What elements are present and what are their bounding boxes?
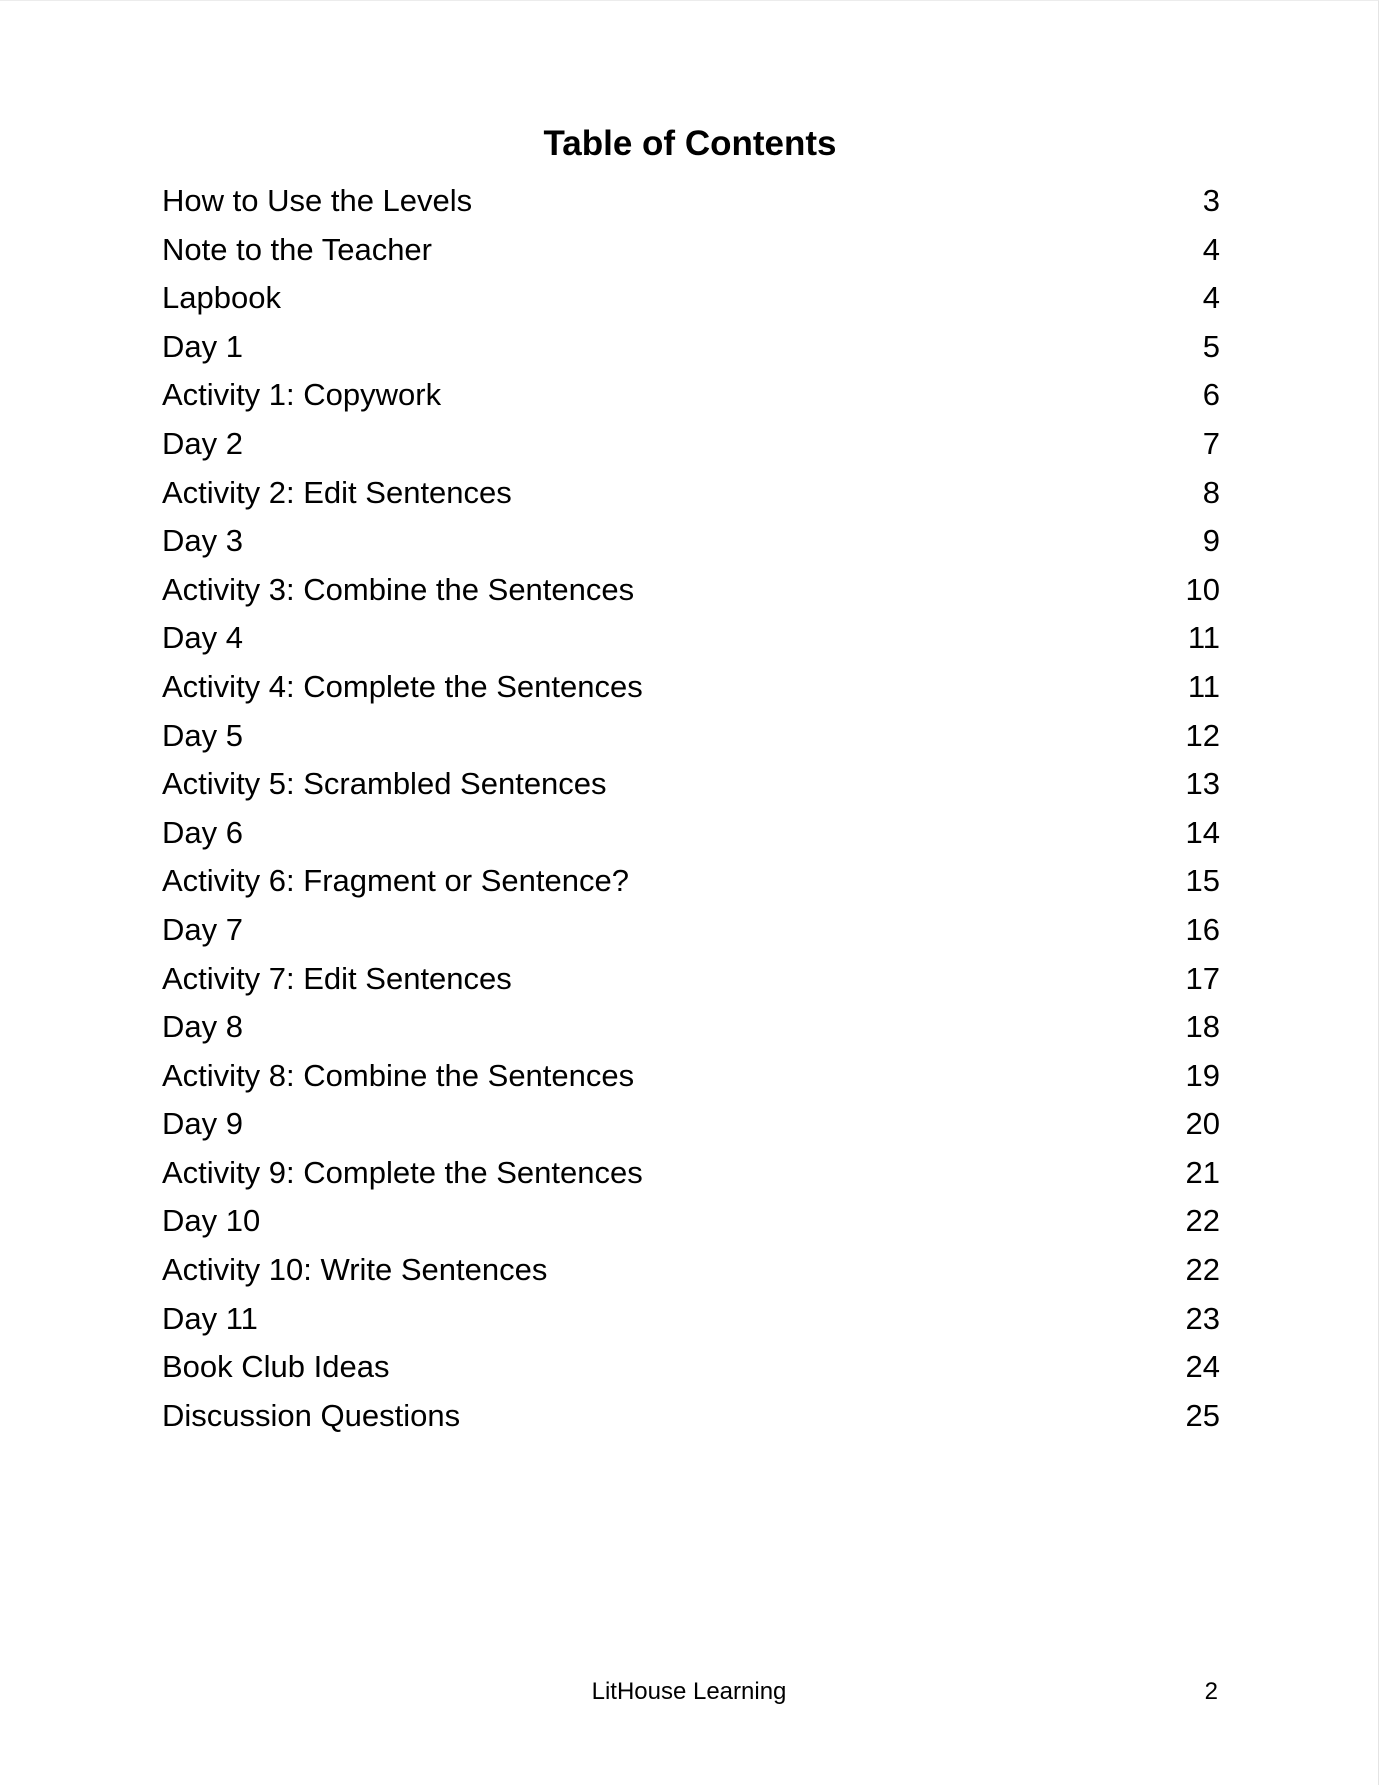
page-title [0, 119, 1380, 169]
toc-entry-page: 22 [1185, 1252, 1220, 1288]
footer-publisher-text: LitHouse Learning [591, 1678, 787, 1705]
toc-entry-label: Activity 4: Complete the Sentences [162, 668, 643, 704]
toc-entry [162, 614, 1220, 663]
toc-entry-label: Day 5 [162, 717, 243, 753]
toc-entry-label: Activity 9: Complete the Sentences [162, 1154, 643, 1190]
toc-entry [162, 1003, 1220, 1052]
toc-entry [162, 906, 1220, 955]
toc-entry-page: 17 [1185, 960, 1220, 996]
toc-entry-page: 14 [1185, 814, 1220, 850]
toc-entry [162, 323, 1220, 372]
footer-page-number: 2 [1204, 1678, 1218, 1705]
toc-entry-page: 24 [1185, 1349, 1220, 1385]
toc-entry-page: 12 [1185, 717, 1220, 753]
toc-entry-page: 15 [1185, 863, 1220, 899]
toc-entry-label: Activity 10: Write Sentences [162, 1252, 548, 1288]
toc-entry-label: Discussion Questions [162, 1397, 461, 1433]
toc-entry-label: Day 11 [162, 1300, 258, 1336]
toc-entry-page: 22 [1185, 1203, 1220, 1239]
toc-entry [162, 420, 1220, 469]
toc-entry-label: Activity 8: Combine the Sentences [162, 1057, 635, 1093]
toc-entry-label: Activity 2: Edit Sentences [162, 474, 512, 510]
toc-entry [162, 1295, 1220, 1344]
toc-entry [162, 1246, 1220, 1295]
toc-entry-page: 19 [1185, 1057, 1220, 1093]
toc-entry-page: 16 [1185, 911, 1220, 947]
toc-entry-label: Activity 7: Edit Sentences [162, 960, 512, 996]
toc-entry-label: Day 7 [162, 911, 243, 947]
toc-entry-label: Day 4 [162, 620, 243, 656]
toc-entry-page: 6 [1202, 377, 1220, 413]
toc-entry-page: 23 [1185, 1300, 1220, 1336]
toc-entry-page: 11 [1187, 668, 1220, 704]
toc-entry-page: 11 [1187, 620, 1220, 656]
toc-entry [162, 469, 1220, 518]
toc-entry-label: How to Use the Levels [162, 183, 473, 218]
toc-entry-page: 3 [1202, 183, 1220, 218]
toc-entry [162, 1343, 1220, 1392]
toc-entry [162, 274, 1220, 323]
toc-entry-page: 7 [1202, 425, 1220, 461]
toc-entry-page: 21 [1185, 1154, 1220, 1190]
toc-entry-page: 4 [1202, 280, 1220, 316]
toc-entry [162, 566, 1220, 615]
toc-entry [162, 760, 1220, 809]
toc-entry-page: 5 [1202, 328, 1220, 364]
toc-entry [162, 1149, 1220, 1198]
toc-entry [162, 371, 1220, 420]
table-of-contents [162, 177, 1220, 1440]
toc-entry-page: 10 [1185, 571, 1220, 607]
toc-entry-page: 20 [1185, 1106, 1220, 1142]
toc-entry-page: 18 [1185, 1009, 1220, 1045]
toc-entry-label: Activity 5: Scrambled Sentences [162, 766, 607, 802]
toc-entry-label: Activity 3: Combine the Sentences [162, 571, 635, 607]
toc-entry-page: 13 [1185, 766, 1220, 802]
toc-entry [162, 1392, 1220, 1441]
toc-entry-label: Day 6 [162, 814, 243, 850]
toc-entry-label: Book Club Ideas [162, 1349, 390, 1385]
toc-entry-page: 8 [1202, 474, 1220, 510]
toc-entry [162, 663, 1220, 712]
toc-entry-label: Day 8 [162, 1009, 243, 1045]
toc-entry [162, 712, 1220, 761]
toc-entry [162, 809, 1220, 858]
toc-entry-label: Day 2 [162, 425, 243, 461]
toc-entry [162, 1052, 1220, 1101]
toc-entry-page: 4 [1202, 231, 1220, 267]
toc-entry [162, 226, 1220, 275]
toc-entry [162, 1197, 1220, 1246]
footer-publisher [0, 1675, 1380, 1709]
toc-entry-label: Activity 6: Fragment or Sentence? [162, 863, 629, 899]
toc-entry [162, 955, 1220, 1004]
toc-entry-page: 25 [1185, 1397, 1220, 1433]
toc-entry [162, 857, 1220, 906]
toc-entry-label: Day 9 [162, 1106, 243, 1142]
toc-entry [162, 1100, 1220, 1149]
page-title-text: Table of Contents [543, 124, 837, 163]
toc-entry-label: Day 1 [162, 328, 243, 364]
toc-entry-label: Note to the Teacher [162, 231, 432, 267]
toc-entry-label: Day 10 [162, 1203, 261, 1239]
toc-entry-page: 9 [1202, 523, 1220, 559]
toc-entry-label: Day 3 [162, 523, 243, 559]
toc-entry [162, 177, 1220, 226]
toc-entry [162, 517, 1220, 566]
toc-entry-label: Lapbook [162, 280, 281, 316]
toc-entry-label: Activity 1: Copywork [162, 377, 442, 413]
